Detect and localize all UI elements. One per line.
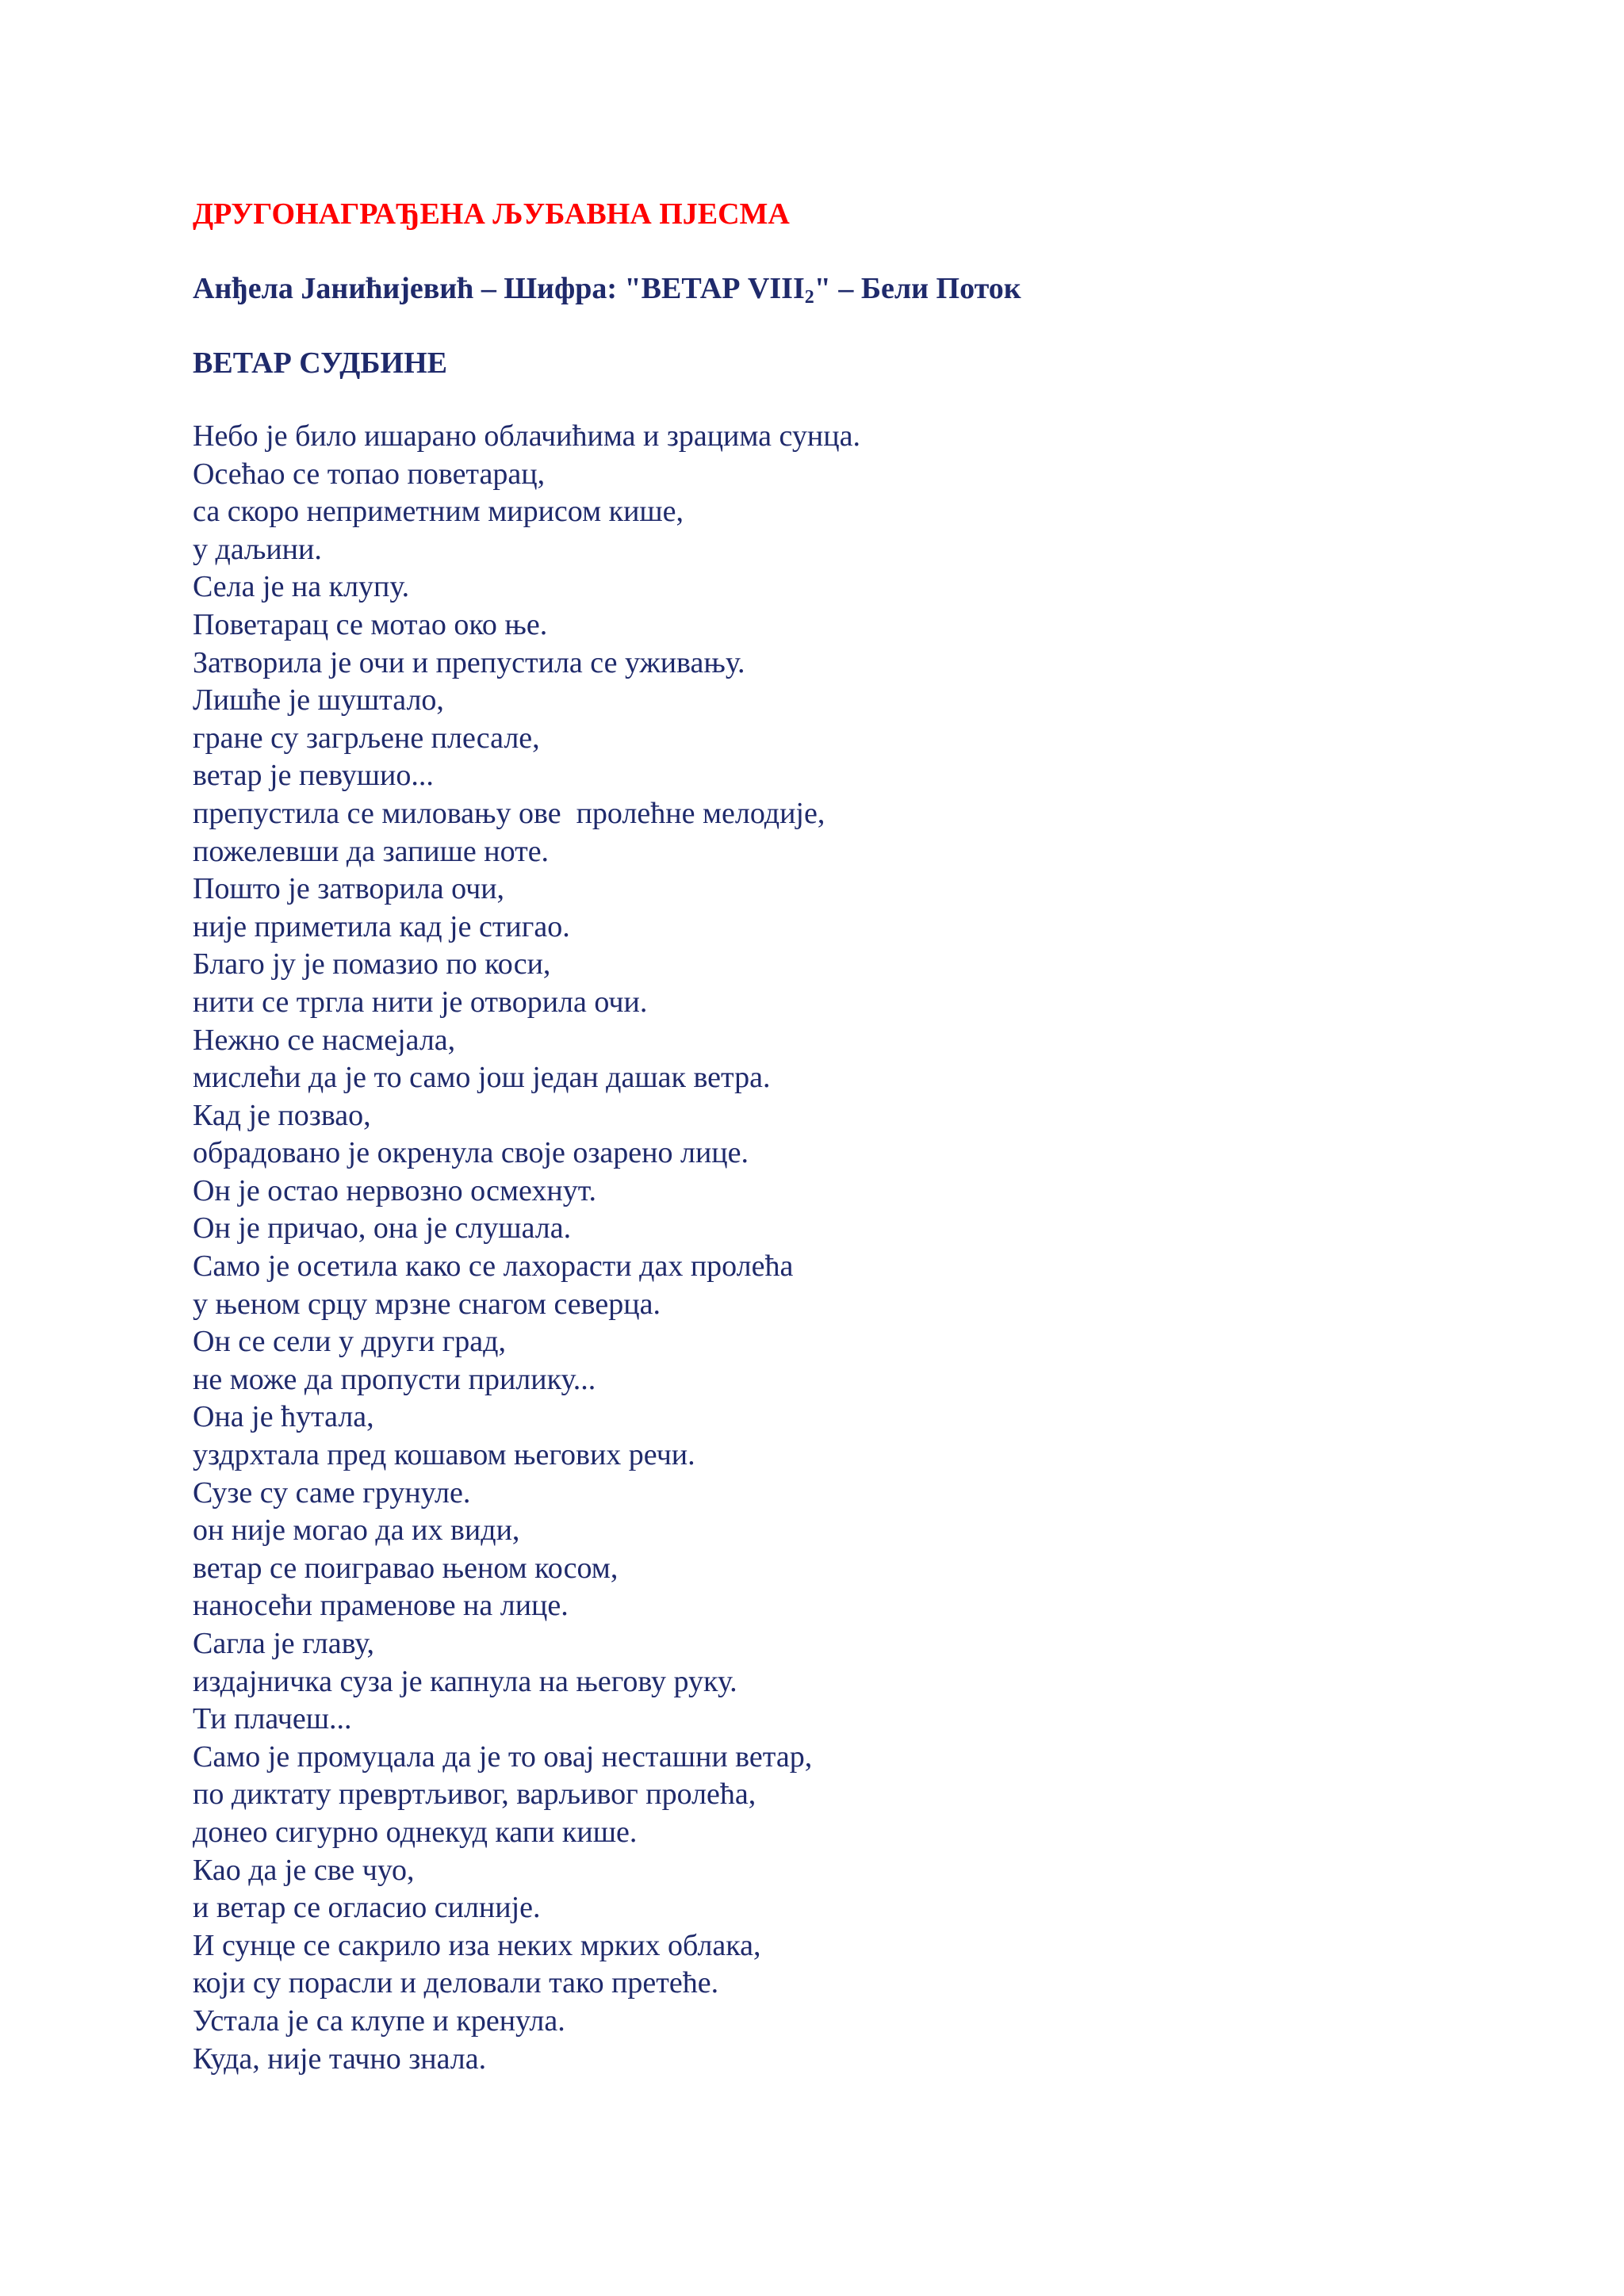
poem-title: ВЕТАР СУДБИНЕ [193, 346, 448, 380]
award-heading: ДРУГОНАГРАЂЕНА ЉУБАВНА ПЈЕСМА [193, 197, 790, 231]
author-line-suffix: " – Бели Поток [814, 272, 1021, 305]
poem-line: Куда, није тачно знала. [193, 2042, 487, 2076]
poem-line: Устала је са клупе и кренула. [193, 2003, 565, 2038]
poem-line: са скоро неприметним мирисом кише, [193, 495, 684, 529]
poem-line: ветар је певушио... [193, 759, 434, 793]
poem-line: у њеном срцу мрзне снагом северца. [193, 1287, 661, 1321]
author-line-subscript: 2 [804, 287, 814, 308]
poem-line: Он је причао, она је слушала. [193, 1211, 572, 1246]
poem-line: уздрхтала пред кошавом његових речи. [193, 1438, 695, 1472]
poem-line: И сунце се сакрило иза неких мрких облака, [193, 1928, 761, 1962]
poem-line: издајничка суза је капнула на његову руку. [193, 1664, 737, 1698]
poem-line: донео сигурно однекуд капи кише. [193, 1815, 638, 1849]
poem-line: Пошто је затворила очи, [193, 872, 505, 906]
poem-line: Села је на клупу. [193, 570, 410, 604]
poem-line: мислећи да је то само још један дашак ветра. [193, 1061, 771, 1095]
poem-line: препустила се миловању ове пролећне мелодије, [193, 796, 825, 830]
poem-line: Нежно се насмејала, [193, 1023, 456, 1057]
poem-line: он није могао да их види, [193, 1513, 520, 1548]
poem-line: Лишће је шуштало, [193, 683, 444, 718]
poem-line: обрадовано је окренула своје озарено лице. [193, 1136, 749, 1170]
poem-line: не може да пропусти прилику... [193, 1362, 596, 1396]
poem-line: Сузе су саме грунуле. [193, 1475, 471, 1510]
poem-line: Он је остао нервозно осмехнут. [193, 1173, 596, 1207]
poem-line: у даљини. [193, 532, 322, 566]
author-line [193, 268, 1021, 309]
poem-line: Ти плачеш... [193, 1702, 352, 1736]
poem-line: гране су загрљене плесале, [193, 721, 540, 755]
poem-line: Само је промуцала да је то овај несташни ветар, [193, 1739, 813, 1774]
poem-line: није приметила кад је стигао. [193, 909, 570, 943]
poem-line: Сагла је главу, [193, 1627, 374, 1660]
author-line-prefix: Анђела Јанићијевић – Шифра: "ВЕТАР VIII [193, 272, 805, 305]
poem-line: наносећи праменове на лице. [193, 1589, 569, 1623]
poem-line: Кад је позвао, [193, 1098, 371, 1132]
poem-line: Осећао се топао поветарац, [193, 457, 546, 491]
poem-line: Небо је било ишарано облачићима и зрацима сунца. [193, 419, 860, 453]
poem-line: Само је осетила како се лахорасти дах пролећа [193, 1249, 794, 1284]
poem-line: Поветарац се мотао око ње. [193, 607, 548, 641]
poem-line: Као да је све чуо, [193, 1853, 415, 1887]
poem-line: по диктату превртљивог, варљивог пролећа, [193, 1777, 756, 1812]
poem-line: пожелевши да запише ноте. [193, 834, 550, 868]
poem-line: Затворила је очи и препустила се уживању. [193, 645, 745, 679]
poem-line: Он се сели у други град, [193, 1325, 507, 1359]
poem-line: који су порасли и деловали тако претеће. [193, 1966, 719, 2000]
poem-line: Благо ју је помазио по коси, [193, 947, 551, 982]
poem-line: ветар се поигравао њеном косом, [193, 1551, 619, 1585]
poem-line: Она је ћутала, [193, 1400, 374, 1434]
poem-line: нити се тргла нити је отворила очи. [193, 985, 648, 1019]
poem-line: и ветар се огласио силније. [193, 1891, 541, 1925]
poem-body [193, 418, 860, 2078]
